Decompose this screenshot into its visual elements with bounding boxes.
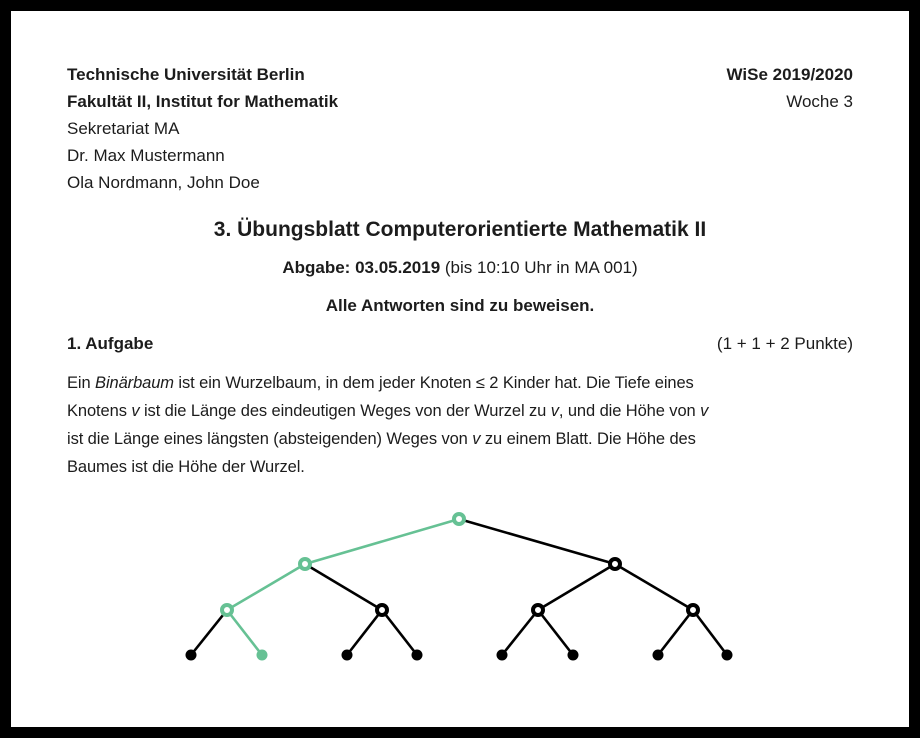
- math-term: v: [131, 402, 140, 420]
- text-run: ist die Länge eines längsten (absteigenden) Weges von: [67, 430, 473, 448]
- text-run: ist die Länge des eindeutigen Weges von der Wurzel zu: [139, 402, 551, 420]
- exercise-points: (1 + 1 + 2 Punkte): [716, 334, 853, 353]
- text-run: , und die Höhe von: [558, 402, 701, 420]
- deadline-date: Abgabe: 03.05.2019: [282, 258, 441, 277]
- math-term: Binärbaum: [95, 374, 174, 392]
- header-line: Technische Universität Berlin: [67, 65, 305, 84]
- sheet-title: 3. Übungsblatt Computerorientierte Mathematik II: [213, 218, 707, 241]
- text-run: Knotens: [67, 402, 132, 420]
- header-line: Sekretariat MA: [67, 119, 180, 138]
- math-term: v: [550, 402, 559, 420]
- text-run: Ein: [67, 374, 96, 392]
- text-run: zu einem Blatt. Die Höhe des: [480, 430, 696, 448]
- header-line: WiSe 2019/2020: [726, 65, 853, 84]
- text-run: ist ein Wurzelbaum, in dem jeder Knoten ≤ 2 Kinder hat. Die Tiefe eines: [173, 374, 694, 392]
- instruction-note: Alle Antworten sind zu beweisen.: [325, 296, 595, 315]
- header-line: Ola Nordmann, John Doe: [67, 173, 260, 192]
- header-line: Dr. Max Mustermann: [67, 146, 225, 165]
- header-line: Fakultät II, Institut for Mathematik: [67, 92, 339, 111]
- deadline-details: (bis 10:10 Uhr in MA 001): [440, 258, 638, 277]
- header-line: Woche 3: [786, 92, 853, 111]
- exercise-heading: 1. Aufgabe: [67, 334, 154, 353]
- text-run: Baumes ist die Höhe der Wurzel.: [67, 458, 305, 476]
- math-term: v: [700, 402, 709, 420]
- math-term: v: [472, 430, 481, 448]
